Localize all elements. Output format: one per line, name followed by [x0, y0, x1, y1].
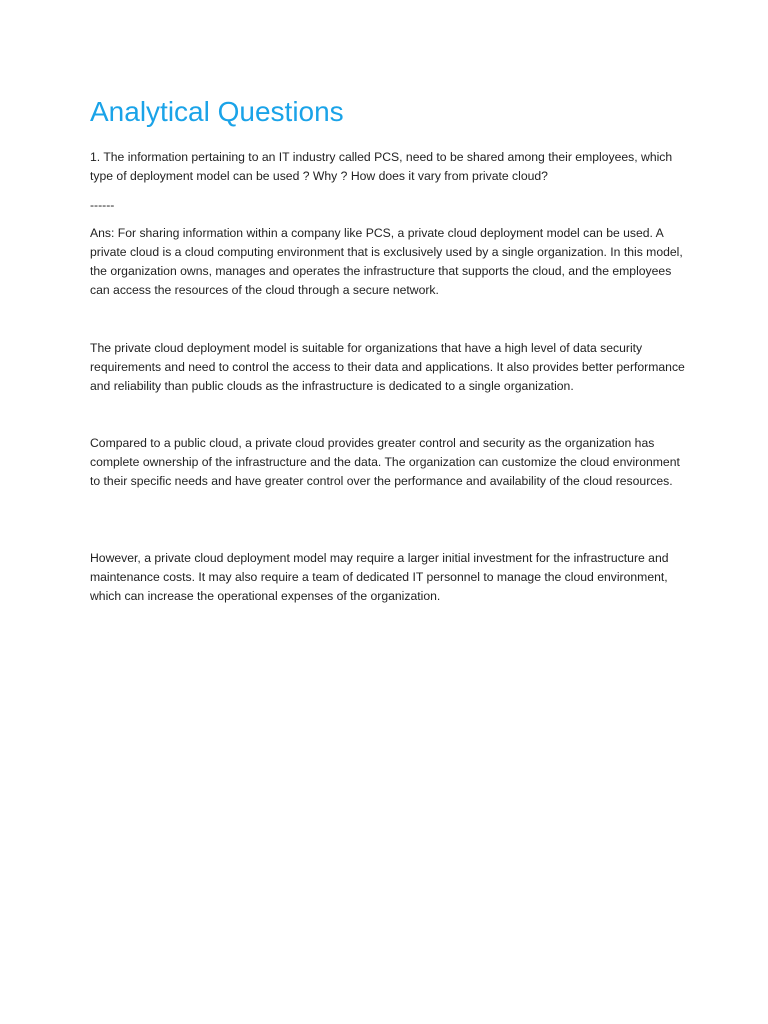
body-paragraph: However, a private cloud deployment model may require a larger initial investment for the infrastructure and maintenance costs. It may also require a team of dedicated IT personnel to manage the cloud environment, which can increase the operational expenses of the organization.	[90, 551, 669, 603]
body-paragraph: Compared to a public cloud, a private cloud provides greater control and security as the organization has complete ownership of the infrastructure and the data. The organization can customize the cloud environment to their specific needs and have greater control over the performance and availability of the cloud resources.	[90, 436, 680, 488]
question-text: 1. The information pertaining to an IT industry called PCS, need to be shared among their employees, which type of deployment model can be used ? Why ? How does it vary from private cloud?	[90, 150, 673, 183]
document-title: Analytical Questions	[90, 96, 344, 127]
separator-text: ------	[90, 198, 115, 212]
answer-paragraph: Ans: For sharing information within a company like PCS, a private cloud deployment model can be used. A private cloud is a cloud computing environment that is exclusively used by a single organization. In this model, the organization owns, manages and operates the infrastructure that supports the cloud, and the employees can access the resources of the cloud through a secure network.	[90, 226, 683, 297]
body-paragraph: The private cloud deployment model is suitable for organizations that have a high level of data security requirements and need to control the access to their data and applications. It also provides better performance and reliability than public clouds as the infrastructure is dedicated to a single organization.	[90, 341, 685, 393]
